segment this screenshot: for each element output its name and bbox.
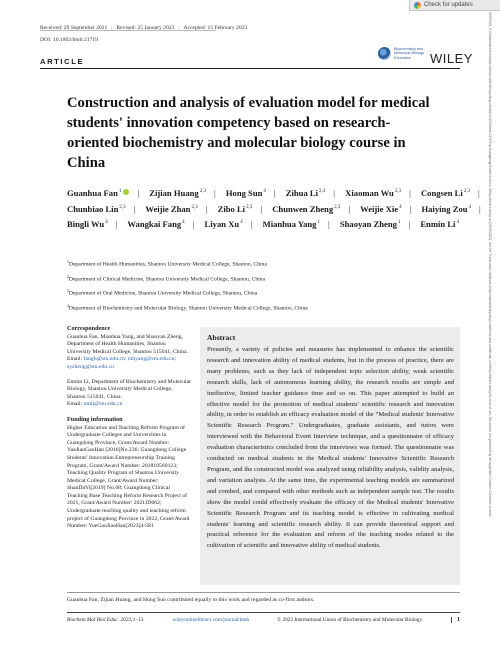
affiliation-number: 4 — [67, 303, 69, 308]
author-name-text: Zibo Li — [217, 203, 246, 214]
author-name-text: Liyan Xu — [204, 219, 240, 230]
author-name[interactable] — [420, 219, 459, 229]
affiliation-item — [67, 256, 467, 271]
society-logo — [378, 47, 424, 60]
received-date: Received: 29 September 2021 — [40, 25, 108, 31]
author-affiliation-marker: 1 — [317, 220, 320, 226]
journal-url[interactable]: wileyonlinelibrary.com/journal/bmb — [172, 617, 250, 623]
society-logo-text: Biochemistry and Molecular Biology Education — [394, 47, 424, 60]
page-number: 1 — [451, 617, 460, 623]
author-name-text: Chunwen Zheng — [272, 203, 334, 214]
author-separator: | — [260, 203, 263, 214]
author-name[interactable] — [263, 219, 320, 229]
date-separator: | — [111, 25, 113, 31]
author-separator: | — [115, 219, 118, 230]
author-affiliation-marker: 4 — [456, 220, 459, 226]
author-affiliation-marker: 2,3 — [319, 189, 326, 194]
author-name-text: Haiying Zou — [421, 203, 468, 214]
author-affiliation-marker: 2,3 — [246, 204, 253, 210]
affiliation-number: 3 — [67, 289, 69, 293]
author-name[interactable] — [67, 204, 126, 214]
affiliations — [67, 256, 467, 314]
header-divider — [40, 30, 216, 31]
author-name-text: Zijian Huang — [149, 188, 199, 198]
author-affiliation-marker: 1 — [118, 189, 122, 194]
author-name[interactable] — [67, 219, 108, 229]
author-separator: | — [137, 188, 140, 198]
author-affiliation-marker: 4 — [468, 204, 472, 210]
affiliation-text: Department of Oral Medicine, Shantou University Medical College, Shantou, China — [68, 290, 258, 297]
author-name[interactable] — [226, 188, 266, 198]
author-name[interactable] — [149, 188, 206, 198]
date-separator: | — [178, 25, 180, 31]
author-name[interactable] — [421, 188, 470, 198]
correspondence-block — [67, 379, 191, 409]
author-separator: | — [327, 219, 330, 230]
author-name-text: Chunbiao Lin — [67, 203, 119, 214]
correspondence-text: Guanhua Fan, Mianhua Yang, and Shaoyan Zheng, Department of Health Humanities, Shantou University Medical College, Shantou 515041, China. — [67, 333, 189, 355]
author-name[interactable] — [421, 204, 471, 214]
footer-divider — [67, 612, 460, 613]
abstract-heading: Abstract — [207, 333, 236, 342]
author-name-text: Enmin Li — [420, 219, 456, 230]
author-name[interactable] — [145, 204, 197, 214]
abstract-box — [200, 327, 460, 585]
author-name-text: Xiaoman Wu — [345, 188, 394, 198]
author-affiliation-marker: 2,3 — [119, 204, 126, 210]
author-name-text: Congsen Li — [420, 188, 463, 198]
correspondence-text: Enmin Li, Department of Biochemistry and Molecular Biology, Shantou University Medical College, Shantou 515041, China. — [67, 378, 191, 400]
revised-date: Revised: 25 January 2023 — [116, 25, 175, 31]
crossmark-icon — [414, 2, 421, 9]
author-affiliation-marker: 4 — [263, 189, 266, 194]
affiliation-text: Department of Clinical Medicine, Shantou University Medical College, Shantou, China — [68, 276, 265, 282]
contribution-divider — [67, 592, 460, 593]
author-name-text: Shaoyan Zheng — [339, 219, 397, 230]
author-name-text: Weijie Zhan — [145, 203, 191, 214]
affiliation-number: 1 — [67, 260, 69, 264]
affiliation-item — [67, 300, 467, 315]
author-name[interactable] — [360, 204, 401, 214]
author-separator: | — [133, 203, 136, 214]
author-name[interactable] — [218, 204, 253, 214]
affiliation-text: Department of Biochemistry and Molecular Biology, Shantou University Medical College, Shantou, China — [68, 305, 308, 311]
affiliation-text: Department of Health Humanities, Shantou University Medical College, Shantou, China — [68, 261, 267, 268]
funding-text: Higher Education and Teaching Reform Program of Undergraduate Colleges and Universities in Guangdong Province, Grant/Award Number: YueJiaoGaoHan [2016]No.236; Guangdong College Students' Innovation Entrepreneurship Training Program, Grant/Award Number: 201810560123; Teaching Quality Program of Shantou University Medical College, Grant/Award Number: ShanDaYi[2019] No.68; Guangdong Clinical Teaching Base Teaching Reform Research Project of 2021, Grant/Award Number: 2021JD062; Undergraduate teaching quality and teaching reform project of Guangdong Province in 2022, Grant/Award Number: YueGaoJiaoHan[2023]4-581 — [67, 424, 190, 530]
check-updates-label: Check for updates — [424, 2, 473, 8]
contribution-note: Guanhua Fan, Zijian Huang, and Hong Sun contributed equally to this work and regarded as co-first authors. — [67, 597, 315, 603]
author-name-text: Hong Sun — [225, 188, 263, 198]
society-logo-icon — [378, 47, 391, 60]
check-for-updates-button[interactable] — [409, 0, 500, 11]
copyright: © 2023 International Union of Biochemistry and Molecular Biology. — [277, 617, 424, 623]
author-name[interactable] — [340, 219, 401, 229]
author-separator: | — [479, 203, 481, 214]
doi[interactable]: DOI: 10.1002/bmb.21719 — [40, 37, 98, 43]
author-separator: | — [348, 203, 351, 214]
correspondence-block — [67, 334, 191, 372]
author-name-text: Mianhua Yang — [262, 219, 317, 230]
orcid-icon[interactable] — [123, 189, 129, 195]
author-list — [67, 185, 497, 232]
author-separator: | — [213, 188, 216, 198]
author-separator: | — [478, 188, 480, 198]
author-name-text: Wangkai Fang — [127, 219, 182, 230]
author-affiliation-marker: 4 — [240, 220, 243, 226]
author-name-text: Bingli Wu — [67, 219, 105, 230]
affiliation-item — [67, 285, 467, 300]
correspondence-column — [67, 325, 191, 531]
author-affiliation-marker: 2,3 — [394, 189, 402, 194]
author-separator: | — [409, 188, 411, 198]
author-affiliation-marker: 4 — [182, 220, 185, 226]
email-link[interactable]: nmli@stu.edu.cn — [83, 401, 123, 408]
author-affiliation-marker: 4 — [105, 220, 108, 226]
author-separator: | — [408, 219, 411, 230]
author-affiliation-marker: 2,3 — [191, 204, 198, 210]
author-separator: | — [205, 203, 208, 214]
email-label: Email: — [67, 401, 84, 408]
article-title: Construction and analysis of evaluation model for medical students' innovation competency based on research-oriented biochemistry and molecular biology course in China — [67, 95, 430, 171]
author-affiliation-marker: 2,3 — [334, 204, 341, 210]
author-name[interactable] — [345, 188, 401, 198]
author-affiliation-marker: 4 — [399, 204, 402, 210]
author-separator: | — [273, 188, 276, 198]
accepted-date: Accepted: 15 February 2023 — [183, 25, 248, 31]
author-separator: | — [409, 203, 412, 214]
author-name-text: Weijie Xie — [360, 203, 399, 214]
publisher-logo: WILEY — [430, 51, 473, 66]
author-separator: | — [192, 219, 195, 230]
author-name[interactable] — [272, 204, 340, 214]
author-affiliation-marker: 2,3 — [199, 189, 206, 194]
funding-heading: Funding information — [67, 415, 123, 423]
download-notice-strip: 15393429, 0, Downloaded from https://iubmb.onlinelibrary.wiley.com/doi/10.1002/bmb.21719 by Guangdong Health Science, Wiley Online Library on [03/03/2023]. See the Terms and Conditions (https://onlinelibrary.wiley.com/terms-and-conditions) on Wiley Online Library for rules of use; OA articles are governed by the applicable Creative Commons License — [488, 12, 492, 517]
author-name[interactable] — [127, 219, 184, 229]
author-affiliation-marker: 2,3 — [463, 189, 470, 194]
author-name[interactable] — [67, 188, 129, 198]
correspondence-heading: Correspondence — [67, 325, 111, 332]
page-footer — [67, 617, 460, 623]
author-separator: | — [250, 219, 253, 230]
author-affiliation-marker: 1 — [397, 220, 401, 226]
article-divider — [40, 68, 460, 69]
author-name[interactable] — [286, 188, 326, 198]
journal-reference: Biochem Mol Biol Educ. 2023;1–13. — [67, 617, 145, 623]
affiliation-item — [67, 271, 467, 286]
abstract-text: Presently, a variety of policies and measures has implemented to enhance the scientific research and innovation ability of medical students, but in the process of practice, there are many problems, such as they lack of independent topic selection ability, weak scientific research skills, lack of autonomous learning ability, the research results are simple and ineffective, limited teacher guidance time and so on. This paper attempted to build an effective model for the promotion of medical students' scientific research and innovation ability, in order to establish an efficacy evaluation model of the “Medical students' Innovative Scientific Research Program.” Undergraduates, graduate assistants, and tutors were interviewed with the Behavioral Event Interview technique, and a questionnaire of efficacy evaluation characteristics concluded from the interviews was formed. The questionnaire was conducted on medical students in the Medical students' Innovative Scientific Research Program, and the constructed model was analyzed using reliability analysis, validity analysis, and variation analysis. At the same time, the experimental teaching models are summarized and combed, and compared with other methods such as independent sample test. The results show the model could effectively evaluate the efficacy of the Medical students' Innovative Scientific Research Program and its teaching model is effective in cultivating medical students' learning and scientific research ability. It can provide theoretical support and practical reference for the evaluation and reform of the teaching modes related to the cultivation of scientific and innovative ability of medical students. — [207, 346, 454, 550]
email-link[interactable]: fangh@stu.edu.cn; mhyang@stu.edu.cn; syzheng@stu.edu.cn — [67, 356, 177, 370]
author-separator: | — [333, 188, 336, 198]
author-name[interactable] — [205, 219, 243, 229]
author-name-text: Zihua Li — [285, 188, 319, 198]
author-name-text: Guanhua Fan — [67, 188, 118, 198]
article-type-label: ARTICLE — [40, 57, 85, 66]
affiliation-number: 2 — [67, 274, 69, 279]
email-label: Email: — [67, 356, 84, 363]
